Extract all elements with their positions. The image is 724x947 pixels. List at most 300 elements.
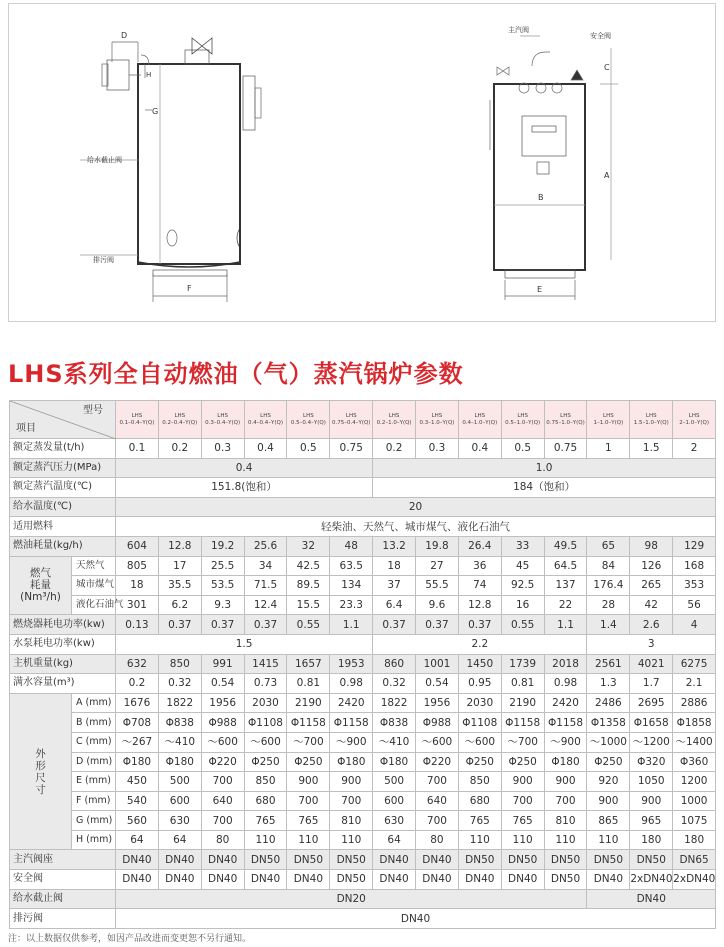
table-cell: ～600 bbox=[458, 732, 501, 752]
spec-table-body bbox=[10, 401, 716, 929]
table-cell: 2886 bbox=[673, 693, 716, 713]
table-row bbox=[10, 909, 716, 929]
table-cell: 98 bbox=[630, 536, 673, 556]
sub-label: 天然气 bbox=[72, 556, 116, 576]
table-cell: DN40 bbox=[201, 870, 244, 890]
table-cell: Φ180 bbox=[330, 752, 373, 772]
table-cell: 18 bbox=[373, 556, 416, 576]
table-cell: 920 bbox=[587, 772, 630, 792]
footnote: 注：以上数据仅供参考，如因产品改进而变更恕不另行通知。 bbox=[8, 934, 252, 944]
table-cell: DN40 bbox=[373, 870, 416, 890]
table-cell: Φ220 bbox=[201, 752, 244, 772]
table-row bbox=[10, 615, 716, 635]
table-cell: DN50 bbox=[544, 850, 587, 870]
table-cell: 0.4 bbox=[244, 439, 287, 459]
table-cell: 1822 bbox=[158, 693, 201, 713]
model-series: LHS bbox=[260, 412, 271, 419]
table-row bbox=[10, 517, 716, 537]
table-cell: ～600 bbox=[201, 732, 244, 752]
table-cell: 450 bbox=[116, 772, 159, 792]
model-series: LHS bbox=[174, 412, 186, 419]
table-cell: 71.5 bbox=[244, 576, 287, 596]
table-cell: 1 bbox=[587, 439, 630, 459]
table-row bbox=[10, 830, 716, 850]
table-cell: 3 bbox=[587, 634, 716, 654]
table-cell: 12.4 bbox=[244, 595, 287, 615]
table-cell: 110 bbox=[244, 830, 287, 850]
table-cell: 0.4 bbox=[116, 458, 373, 478]
model-code: 0.2–1.0–Y(Q) bbox=[376, 419, 412, 426]
table-row bbox=[10, 772, 716, 792]
table-cell: 900 bbox=[501, 772, 544, 792]
model-header bbox=[201, 401, 244, 439]
table-cell: 765 bbox=[244, 811, 287, 831]
table-cell: 1953 bbox=[330, 654, 373, 674]
table-cell: 63.5 bbox=[330, 556, 373, 576]
table-cell: 0.54 bbox=[201, 674, 244, 694]
sub-label: F (mm) bbox=[72, 791, 116, 811]
table-cell: 632 bbox=[116, 654, 159, 674]
table-cell: 2xDN40 bbox=[630, 870, 673, 890]
model-header bbox=[416, 401, 459, 439]
table-cell: DN40 bbox=[587, 870, 630, 890]
table-cell: 353 bbox=[673, 576, 716, 596]
table-cell: 0.75 bbox=[330, 439, 373, 459]
label-g: G bbox=[152, 107, 159, 116]
table-cell: 2486 bbox=[587, 693, 630, 713]
table-cell: Φ1858 bbox=[673, 713, 716, 733]
model-code: 0.3–0.4–Y(Q) bbox=[205, 419, 241, 426]
model-header bbox=[116, 401, 159, 439]
table-cell: 9.6 bbox=[416, 595, 459, 615]
table-cell: 137 bbox=[544, 576, 587, 596]
table-cell: Φ360 bbox=[673, 752, 716, 772]
table-cell: 56 bbox=[673, 595, 716, 615]
row-label: 排污阀 bbox=[10, 909, 116, 929]
row-label: 额定蒸汽压力(MPa) bbox=[10, 458, 116, 478]
label-b: B bbox=[538, 193, 544, 202]
table-cell: 0.5 bbox=[501, 439, 544, 459]
table-cell: 0.37 bbox=[416, 615, 459, 635]
table-cell: 25.6 bbox=[244, 536, 287, 556]
sub-label: H (mm) bbox=[72, 830, 116, 850]
table-cell: DN40 bbox=[158, 850, 201, 870]
table-cell: 2.2 bbox=[373, 634, 587, 654]
table-cell: 2018 bbox=[544, 654, 587, 674]
table-cell: 6275 bbox=[673, 654, 716, 674]
label-main-valve: 主汽阀 bbox=[508, 26, 529, 34]
table-cell: 765 bbox=[501, 811, 544, 831]
table-cell: 765 bbox=[458, 811, 501, 831]
table-cell: DN40 bbox=[116, 909, 716, 929]
table-cell: DN40 bbox=[116, 870, 159, 890]
table-cell: 630 bbox=[373, 811, 416, 831]
table-cell: 12.8 bbox=[158, 536, 201, 556]
table-cell: 16 bbox=[501, 595, 544, 615]
table-cell: Φ250 bbox=[287, 752, 330, 772]
table-cell: 134 bbox=[330, 576, 373, 596]
table-cell: 19.8 bbox=[416, 536, 459, 556]
table-cell: 2420 bbox=[544, 693, 587, 713]
table-cell: 15.5 bbox=[287, 595, 330, 615]
table-cell: 129 bbox=[673, 536, 716, 556]
table-row bbox=[10, 889, 716, 909]
group-label-line: 外 bbox=[35, 747, 46, 760]
table-cell: 865 bbox=[587, 811, 630, 831]
table-row bbox=[10, 674, 716, 694]
model-series: LHS bbox=[688, 412, 700, 419]
table-cell: ～600 bbox=[244, 732, 287, 752]
table-cell: 33 bbox=[501, 536, 544, 556]
table-header-row bbox=[10, 401, 716, 439]
table-corner-cell bbox=[10, 401, 116, 439]
model-code: 0.5–0.4–Y(Q) bbox=[290, 419, 326, 426]
table-cell: 600 bbox=[158, 791, 201, 811]
table-cell: DN65 bbox=[673, 850, 716, 870]
table-cell: 1.4 bbox=[587, 615, 630, 635]
table-cell: 1050 bbox=[630, 772, 673, 792]
table-row bbox=[10, 654, 716, 674]
group-label-line: 尺 bbox=[35, 771, 46, 784]
table-cell: 49.5 bbox=[544, 536, 587, 556]
table-cell: 26.4 bbox=[458, 536, 501, 556]
sub-label: 液化石油气 bbox=[72, 595, 116, 615]
table-cell: ～1200 bbox=[630, 732, 673, 752]
row-label: 水泵耗电功率(kw) bbox=[10, 634, 116, 654]
table-cell: 18 bbox=[116, 576, 159, 596]
table-row bbox=[10, 732, 716, 752]
table-cell: Φ180 bbox=[544, 752, 587, 772]
table-cell: 48 bbox=[330, 536, 373, 556]
table-cell: 36 bbox=[458, 556, 501, 576]
model-header bbox=[587, 401, 630, 439]
table-cell: ～900 bbox=[544, 732, 587, 752]
table-cell: 900 bbox=[330, 772, 373, 792]
table-cell: 600 bbox=[373, 791, 416, 811]
table-cell: 110 bbox=[544, 830, 587, 850]
table-cell: ～700 bbox=[287, 732, 330, 752]
table-row bbox=[10, 439, 716, 459]
model-series: LHS bbox=[560, 412, 571, 419]
table-cell: DN50 bbox=[587, 850, 630, 870]
table-cell: 37 bbox=[373, 576, 416, 596]
table-cell: 680 bbox=[244, 791, 287, 811]
row-label: 额定蒸发量(t/h) bbox=[10, 439, 116, 459]
group-label-line: 寸 bbox=[35, 783, 46, 796]
table-cell: 1739 bbox=[501, 654, 544, 674]
model-code: 0.3–1.0–Y(Q) bbox=[419, 419, 455, 426]
table-cell: 151.8(饱和） bbox=[116, 478, 373, 498]
model-header bbox=[673, 401, 716, 439]
table-cell: 805 bbox=[116, 556, 159, 576]
table-cell: Φ250 bbox=[587, 752, 630, 772]
table-cell: 850 bbox=[458, 772, 501, 792]
table-cell: DN50 bbox=[330, 870, 373, 890]
boiler-drawing bbox=[0, 0, 724, 330]
table-cell: 55.5 bbox=[416, 576, 459, 596]
table-cell: Φ220 bbox=[416, 752, 459, 772]
table-row bbox=[10, 458, 716, 478]
table-cell: 12.8 bbox=[458, 595, 501, 615]
corner-item-label: 项目 bbox=[16, 423, 36, 434]
table-cell: 500 bbox=[373, 772, 416, 792]
table-cell: Φ180 bbox=[158, 752, 201, 772]
table-cell: ～410 bbox=[373, 732, 416, 752]
left-boiler-view bbox=[80, 31, 261, 302]
table-cell: 92.5 bbox=[501, 576, 544, 596]
table-cell: 轻柴油、天然气、城市煤气、液化石油气 bbox=[116, 517, 716, 537]
table-cell: Φ988 bbox=[416, 713, 459, 733]
table-row bbox=[10, 870, 716, 890]
table-cell: 32 bbox=[287, 536, 330, 556]
table-cell: ～600 bbox=[416, 732, 459, 752]
table-cell: 810 bbox=[330, 811, 373, 831]
row-label: 安全阀 bbox=[10, 870, 116, 890]
sub-label: 城市煤气 bbox=[72, 576, 116, 596]
table-cell: 900 bbox=[630, 791, 673, 811]
table-cell: 2030 bbox=[244, 693, 287, 713]
table-cell: 0.37 bbox=[244, 615, 287, 635]
table-cell: 1.1 bbox=[544, 615, 587, 635]
table-cell: 2.6 bbox=[630, 615, 673, 635]
row-label: 给水温度(℃) bbox=[10, 497, 116, 517]
table-cell: 126 bbox=[630, 556, 673, 576]
table-cell: 0.37 bbox=[458, 615, 501, 635]
model-code: 0.4–0.4–Y(Q) bbox=[248, 419, 283, 426]
table-cell: DN40 bbox=[201, 850, 244, 870]
table-cell: 850 bbox=[158, 654, 201, 674]
table-cell: Φ1158 bbox=[544, 713, 587, 733]
table-cell: ～1400 bbox=[673, 732, 716, 752]
table-cell: Φ1108 bbox=[244, 713, 287, 733]
table-cell: Φ1158 bbox=[501, 713, 544, 733]
table-cell: ～1000 bbox=[587, 732, 630, 752]
table-cell: Φ1158 bbox=[330, 713, 373, 733]
table-cell: DN40 bbox=[416, 870, 459, 890]
sub-label: A (mm) bbox=[72, 693, 116, 713]
table-cell: 810 bbox=[544, 811, 587, 831]
table-cell: 0.2 bbox=[116, 674, 159, 694]
table-cell: 0.37 bbox=[201, 615, 244, 635]
label-feed-valve: 给水截止阀 bbox=[87, 156, 122, 164]
table-cell: 0.95 bbox=[458, 674, 501, 694]
table-cell: 630 bbox=[158, 811, 201, 831]
table-cell: Φ1158 bbox=[287, 713, 330, 733]
row-label: 满水容量(m³) bbox=[10, 674, 116, 694]
group-label bbox=[10, 693, 72, 850]
table-row bbox=[10, 693, 716, 713]
table-cell: 1.1 bbox=[330, 615, 373, 635]
table-cell: 1956 bbox=[201, 693, 244, 713]
table-cell: 4 bbox=[673, 615, 716, 635]
table-cell: ～267 bbox=[116, 732, 159, 752]
model-series: LHS bbox=[217, 412, 228, 419]
table-cell: 22 bbox=[544, 595, 587, 615]
table-cell: 45 bbox=[501, 556, 544, 576]
label-f: F bbox=[187, 284, 192, 293]
table-cell: 1200 bbox=[673, 772, 716, 792]
table-cell: 4021 bbox=[630, 654, 673, 674]
table-cell: 110 bbox=[458, 830, 501, 850]
table-cell: 64.5 bbox=[544, 556, 587, 576]
table-row bbox=[10, 478, 716, 498]
table-cell: ～900 bbox=[330, 732, 373, 752]
label-safety-valve: 安全阀 bbox=[590, 32, 611, 40]
table-cell: ～700 bbox=[501, 732, 544, 752]
table-cell: 1075 bbox=[673, 811, 716, 831]
table-cell: 110 bbox=[501, 830, 544, 850]
row-label: 给水截止阀 bbox=[10, 889, 116, 909]
group-label-line: 燃气 bbox=[30, 567, 51, 580]
sub-label: G (mm) bbox=[72, 811, 116, 831]
table-cell: Φ250 bbox=[244, 752, 287, 772]
table-cell: 6.2 bbox=[158, 595, 201, 615]
model-header bbox=[458, 401, 501, 439]
table-cell: 500 bbox=[158, 772, 201, 792]
label-a: A bbox=[604, 171, 610, 180]
table-cell: 0.3 bbox=[201, 439, 244, 459]
model-series: LHS bbox=[603, 412, 614, 419]
model-header bbox=[373, 401, 416, 439]
table-cell: DN40 bbox=[373, 850, 416, 870]
table-cell: 0.32 bbox=[158, 674, 201, 694]
table-cell: 80 bbox=[201, 830, 244, 850]
table-cell: 0.98 bbox=[330, 674, 373, 694]
table-cell: DN50 bbox=[244, 850, 287, 870]
table-cell: 168 bbox=[673, 556, 716, 576]
table-cell: 13.2 bbox=[373, 536, 416, 556]
table-cell: DN20 bbox=[116, 889, 587, 909]
table-cell: DN40 bbox=[116, 850, 159, 870]
table-cell: 0.37 bbox=[373, 615, 416, 635]
model-header bbox=[630, 401, 673, 439]
table-cell: 700 bbox=[201, 811, 244, 831]
row-label: 适用燃料 bbox=[10, 517, 116, 537]
table-cell: 1822 bbox=[373, 693, 416, 713]
table-cell: 64 bbox=[373, 830, 416, 850]
table-cell: 42 bbox=[630, 595, 673, 615]
table-cell: 0.73 bbox=[244, 674, 287, 694]
model-series: LHS bbox=[517, 412, 529, 419]
model-code: 0.75–0.4–Y(Q) bbox=[331, 419, 371, 426]
table-cell: 965 bbox=[630, 811, 673, 831]
row-label: 主汽阀座 bbox=[10, 850, 116, 870]
group-label-line: 耗量 bbox=[30, 579, 51, 592]
table-cell: 0.37 bbox=[158, 615, 201, 635]
table-cell: 180 bbox=[630, 830, 673, 850]
model-header bbox=[330, 401, 373, 439]
table-cell: 1001 bbox=[416, 654, 459, 674]
corner-model-label: 型号 bbox=[83, 405, 103, 416]
table-row bbox=[10, 791, 716, 811]
table-cell: 604 bbox=[116, 536, 159, 556]
group-label bbox=[10, 556, 72, 615]
table-cell: Φ1358 bbox=[587, 713, 630, 733]
table-cell: 900 bbox=[544, 772, 587, 792]
table-cell: DN40 bbox=[587, 889, 716, 909]
table-cell: 0.81 bbox=[287, 674, 330, 694]
table-cell: DN50 bbox=[330, 850, 373, 870]
table-cell: 1956 bbox=[416, 693, 459, 713]
table-cell: 900 bbox=[287, 772, 330, 792]
table-cell: 1.3 bbox=[587, 674, 630, 694]
table-cell: 17 bbox=[158, 556, 201, 576]
model-code: 0.5–1.0–Y(Q) bbox=[505, 419, 541, 426]
table-cell: DN40 bbox=[158, 870, 201, 890]
table-cell: 27 bbox=[416, 556, 459, 576]
row-label: 燃烧器耗电功率(kw) bbox=[10, 615, 116, 635]
label-c: C bbox=[604, 63, 610, 72]
table-cell: Φ180 bbox=[116, 752, 159, 772]
table-cell: DN50 bbox=[501, 850, 544, 870]
table-row bbox=[10, 713, 716, 733]
group-label-line: (Nm³/h) bbox=[20, 591, 61, 604]
table-cell: 2695 bbox=[630, 693, 673, 713]
model-header bbox=[287, 401, 330, 439]
sub-label: C (mm) bbox=[72, 732, 116, 752]
table-cell: 25.5 bbox=[201, 556, 244, 576]
table-cell: 0.75 bbox=[544, 439, 587, 459]
table-cell: Φ1108 bbox=[458, 713, 501, 733]
table-cell: Φ180 bbox=[373, 752, 416, 772]
table-cell: 0.98 bbox=[544, 674, 587, 694]
table-cell: 1676 bbox=[116, 693, 159, 713]
table-cell: 2561 bbox=[587, 654, 630, 674]
table-cell: 53.5 bbox=[201, 576, 244, 596]
table-row bbox=[10, 850, 716, 870]
table-cell: Φ838 bbox=[373, 713, 416, 733]
model-code: 2–1.0–Y(Q) bbox=[679, 419, 709, 426]
table-cell: 850 bbox=[244, 772, 287, 792]
table-cell: DN40 bbox=[416, 850, 459, 870]
label-e: E bbox=[537, 285, 543, 294]
model-series: LHS bbox=[645, 412, 657, 419]
table-cell: DN40 bbox=[287, 870, 330, 890]
group-label-line: 形 bbox=[35, 759, 46, 772]
table-cell: 23.3 bbox=[330, 595, 373, 615]
table-cell: 180 bbox=[673, 830, 716, 850]
table-cell: 640 bbox=[201, 791, 244, 811]
table-row bbox=[10, 634, 716, 654]
table-cell: Φ320 bbox=[630, 752, 673, 772]
model-code: 1–1.0–Y(Q) bbox=[593, 419, 624, 426]
sub-label: B (mm) bbox=[72, 713, 116, 733]
table-cell: 1657 bbox=[287, 654, 330, 674]
table-cell: 265 bbox=[630, 576, 673, 596]
table-cell: 1000 bbox=[673, 791, 716, 811]
table-cell: 301 bbox=[116, 595, 159, 615]
table-row bbox=[10, 595, 716, 615]
table-cell: 2 bbox=[673, 439, 716, 459]
table-cell: 0.55 bbox=[287, 615, 330, 635]
table-cell: 2420 bbox=[330, 693, 373, 713]
table-cell: 0.55 bbox=[501, 615, 544, 635]
table-cell: 540 bbox=[116, 791, 159, 811]
model-series: LHS bbox=[345, 412, 357, 419]
table-cell: DN50 bbox=[630, 850, 673, 870]
table-cell: 84 bbox=[587, 556, 630, 576]
table-cell: Φ250 bbox=[501, 752, 544, 772]
table-row bbox=[10, 536, 716, 556]
row-label: 额定蒸汽温度(℃) bbox=[10, 478, 116, 498]
table-cell: DN50 bbox=[458, 850, 501, 870]
table-cell: 35.5 bbox=[158, 576, 201, 596]
table-cell: 1.5 bbox=[116, 634, 373, 654]
table-cell: 2.1 bbox=[673, 674, 716, 694]
model-header bbox=[544, 401, 587, 439]
table-cell: 1.7 bbox=[630, 674, 673, 694]
table-cell: 42.5 bbox=[287, 556, 330, 576]
